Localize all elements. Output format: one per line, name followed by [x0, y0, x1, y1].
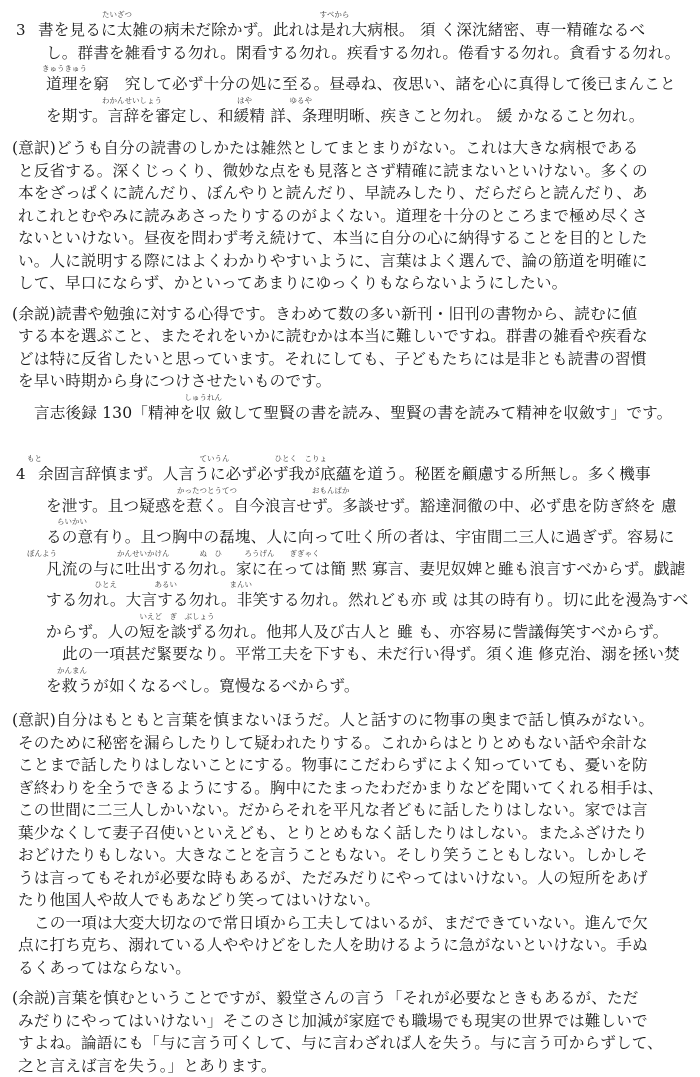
- text-line: るの意有り。且つ胸中の磊塊、人に向って吐く所の者は、宇宙間二三人に過ぎず。容易に: [12, 526, 688, 549]
- furigana-line: いえど ぎ ぶしょう: [12, 612, 688, 621]
- text-line: ないといけない。昼夜を問わず考え続けて、本当に自分の心に納得することを目的とした: [12, 227, 688, 250]
- text-line: [12, 463, 688, 486]
- commentary-label: (余説): [12, 305, 56, 323]
- text-line: ぎ終わりを全うできるようにする。胸中にたまったわだかまりなどを聞いてくれる相手は、: [12, 777, 688, 800]
- text-line: ことまで話したりはしないことにする。物事にこだわらずによく知っていても、憂いを防: [12, 754, 688, 777]
- text-line: 道理を窮 究して必ず十分の処に至る。昼尋ね、夜思い、諸を心に真得して後已まんこと: [12, 73, 688, 96]
- section-4-commentary: [12, 987, 688, 1077]
- section-number: 4: [12, 463, 38, 486]
- text-line-content: 書を見るに太雑の病未だ除かず。此れは是れ大病根。 須 く深沈緒密、専一精確なるべ: [38, 21, 645, 39]
- text-line: そのために秘密を漏らしたりして疑われたりする。これからはとりとめもない話や余計な: [12, 732, 688, 755]
- section-3-original: [12, 10, 688, 127]
- furigana-line: しゅうれん: [12, 393, 688, 402]
- furigana-line: かんまん: [12, 666, 688, 675]
- furigana-line: わかんせいしょう はや ゆるや: [12, 96, 688, 105]
- text-line: を救うが如くなるべし。寛慢なるべからず。: [12, 675, 688, 698]
- quote-line: 言志後録 130「精神を収 斂して聖賢の書を読み、聖賢の書を読みて精神を収斂す」です。: [12, 402, 688, 425]
- furigana-line: きゅうきゅう: [12, 64, 688, 73]
- text-line: すよね。論語にも「与に言う可くして、与に言わざれば人を失う。与に言う可からずして、: [12, 1032, 688, 1055]
- text-line: るくあってはならない。: [12, 957, 688, 980]
- text-line: この一項は大変大切なので常日頃から工夫してはいるが、まだできていない。進んで欠: [12, 912, 688, 935]
- commentary-label: (余説): [12, 989, 56, 1007]
- text-line: 之と言えば言を失う。」とあります。: [12, 1055, 688, 1077]
- text-line: して、早口にならず、かといってあまりにゆっくりもならないようにしたい。: [12, 272, 688, 295]
- text-line-content: 言葉を慎むということですが、毅堂さんの言う「それが必要なときもあるが、ただ: [56, 989, 639, 1007]
- translation-label: (意訳): [12, 711, 56, 729]
- text-line: れこれとむやみに読みあさったりするのがよくない。道理を十分のところまで極め尽くさ: [12, 205, 688, 228]
- text-line: うは言ってもそれが必要な時もあるが、ただみだりにやってはいけない。人の短所をあげ: [12, 867, 688, 890]
- furigana-line: ひとえ あるい まんい: [12, 580, 688, 589]
- furigana-line: かったつとうてつ おもんぱか: [12, 486, 688, 495]
- text-line: する本を選ぶこと、またそれをいかに読むかは本当に難しいですね。群書の雑看や疾看な: [12, 325, 688, 348]
- text-line: からず。人の短を談ずる勿れ。他邦人及び古人と 雖 も、亦容易に訾議侮笑すべからず。: [12, 621, 688, 644]
- furigana-line: らいかい: [12, 517, 688, 526]
- text-line: [12, 137, 688, 160]
- text-line: と反省する。深くじっくり、微妙な点をも見落とさず精確に読まないといけない。多くの: [12, 160, 688, 183]
- text-line: この世間に二三人しかいない。だからそれを平凡な者どもに話したりはしない。家では言: [12, 799, 688, 822]
- text-line-content: 自分はもともと言葉を慎まないほうだ。人と話すのに物事の奥まで話し慎みがない。: [56, 711, 654, 729]
- furigana-line: ぼんよう かんせいかけん ぬ ひ ろうげん ぎぎゃく: [12, 549, 688, 558]
- text-line-content: 余固言辞慎まず。人言うに必ず必ず我が底蘊を道う。秘匿を顧慮する所無し。多く機事: [38, 465, 651, 483]
- text-line: [12, 709, 688, 732]
- text-line: [12, 303, 688, 326]
- text-line: を泄す。且つ疑惑を惹く。自今浪言せず。多談せず。豁達洞徹の中、必ず患を防ぎ終を 慮: [12, 495, 688, 518]
- text-line-content: 読書や勉強に対する心得です。きわめて数の多い新刊・旧刊の書物から、読むに値: [56, 305, 637, 323]
- text-line: みだりにやってはいけない」そこのさじ加減が家庭でも職場でも現実の世界では難しいで: [12, 1010, 688, 1033]
- text-line: 葉少なくして妻子召使いといえども、とりとめもなく話したりはしない。またふざけたり: [12, 822, 688, 845]
- text-line: を早い時期から身につけさせたいものです。: [12, 370, 688, 393]
- section-number: 3: [12, 19, 38, 42]
- section-4-original: [12, 454, 688, 697]
- text-line: い。人に説明する際にはよくわかりやすいように、言葉はよく選んで、論の筋道を明確に: [12, 250, 688, 273]
- translation-label: (意訳): [12, 139, 56, 157]
- text-line: [12, 19, 688, 42]
- section-4-translation: [12, 709, 688, 979]
- furigana-line: もと ていうん ひとく こりょ: [12, 454, 688, 463]
- section-3-translation: [12, 137, 688, 295]
- text-line: おどけたりもしない。大きなことを言うこともない。そしり笑うこともしない。しかしそ: [12, 844, 688, 867]
- text-line: どは特に反省したいと思っています。それにしても、子どもたちには是非とも読書の習慣: [12, 348, 688, 371]
- text-line: たり他国人や故人でもあなどり笑ってはいけない。: [12, 889, 688, 912]
- section-3-commentary: [12, 303, 688, 425]
- text-line: を期す。言辞を審定し、和緩精 詳、条理明晰、疾きこと勿れ。 緩 かなること勿れ。: [12, 105, 688, 128]
- text-line: 本をざっぱくに読んだり、ぼんやりと読んだり、早読みしたり、だらだらと読んだり、あ: [12, 182, 688, 205]
- furigana-line: たいざつ すべから: [12, 10, 688, 19]
- text-line: 点に打ち克ち、溺れている人ややけどをした人を助けるように急がないといけない。手ぬ: [12, 934, 688, 957]
- text-line: 此の一項甚だ緊要なり。平常工夫を下すも、未だ行い得ず。須く進 修克治、溺を拯い焚: [12, 643, 688, 666]
- text-line: 凡流の与に吐出する勿れ。家に在っては簡 黙 寡言、妻児奴婢と雖も浪言すべからず。戯謔: [12, 558, 688, 581]
- text-line: [12, 987, 688, 1010]
- text-line: し。群書を雑看する勿れ。閑看する勿れ。疾看する勿れ。倦看する勿れ。貪看する勿れ。: [12, 42, 688, 65]
- text-line-content: どうも自分の読書のしかたは雑然としてまとまりがない。これは大きな病根である: [56, 139, 639, 157]
- text-line: する勿れ。大言する勿れ。非笑する勿れ。然れども亦 或 は其の時有り。切に此を漫為すべ: [12, 589, 688, 612]
